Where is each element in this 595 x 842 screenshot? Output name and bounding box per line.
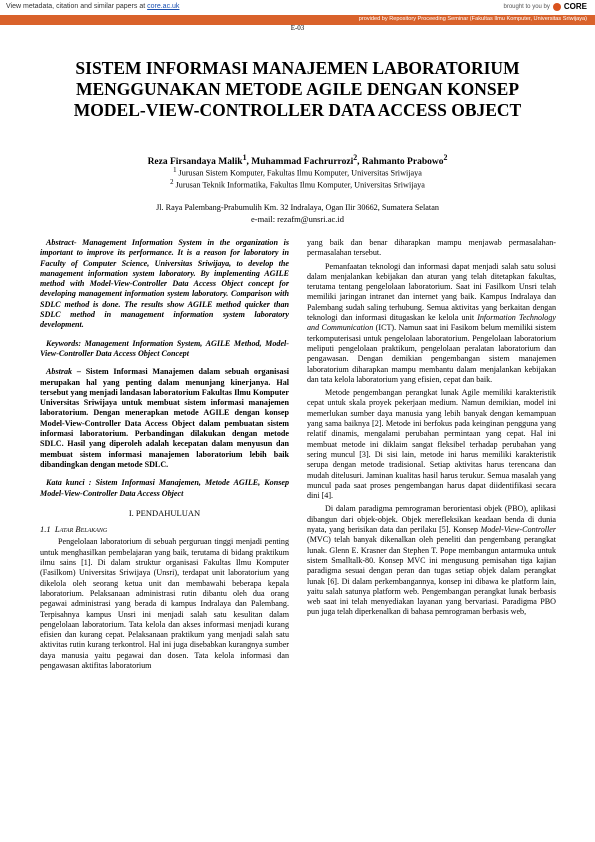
author-2: Muhammad Fachrurrozi [251, 157, 354, 168]
affiliation-1-text: Jurusan Sistem Komputer, Fakultas Ilmu Komputer, Universitas Sriwijaya [178, 168, 422, 178]
subsection-title: Latar Belakang [54, 524, 108, 535]
core-brand-name: CORE [563, 2, 587, 11]
title-line-1: SISTEM INFORMASI MANAJEMEN LABORATORIUM [75, 58, 520, 78]
right-paragraph-1-italic: Information Technology and Communication [307, 313, 556, 333]
author-2-sup: 2 [353, 153, 358, 162]
abstract-en: Abstract- Management Information System in the organization is important to improve its performance. It is a reason for laboratory in Faculty of Computer Science, Universitas Sriwijaya, to develop the management information system laboratory. By implementing AGILE method with Model-View-Controller Data Access Object concept for developing management information system laboratory. Comparison with SDLC method is done. The results show AGILE method quicker than SDLC method in management information system laboratory development. [40, 238, 289, 330]
abstrak-text: – Sistem Informasi Manajemen dalam sebuah organisasi merupakan hal yang penting dalam menunjang kinerjanya. Hal tersebut yang menjadi landasan laboratorium Fakultas Ilmu Komputer Universitas Sriwijaya untuk membuat sistem informasi manajemen laboratorium. Dengan menerapkan metode AGILE dengan konsep Model-View-Controller Data Access Object dalam pembuatan sistem informasi laboratorium. Perbandingan dilakukan dengan metode SDLC. Hasil yang diperoleh adalah kecepatan dalam menyusun dan membuat sistem informasi manajemen laboratorium lebih baik dibandingkan dengan metode SDLC. [40, 367, 289, 469]
core-metadata-text [6, 3, 179, 10]
title-line-2: MENGGUNAKAN METODE AGILE DENGAN KONSEP [75, 79, 520, 99]
address: Jl. Raya Palembang-Prabumulih Km. 32 Indralaya, Ogan Ilir 30662, Sumatera Selatan [156, 203, 439, 212]
page-number: E-03 [290, 24, 305, 32]
left-paragraph-1: Pengelolaan laboratorium di sebuah perguruan tinggi menjadi penting untuk menghasilkan pembelajaran yang baik, terutama di bidang praktikum ilmu sains [1]. Di dalam struktur organisasi Fakultas Ilmu Komputer (Fasilkom) Universitas Sriwijaya (Unsri), terdapat unit laboratorium yang dikelola oleh seorang ketua unit dan membawahi beberapa kepala laboratorium. Pelaksanaan administrasi rutin dibantu oleh dua orang pegawai administrasi yang berada di kampus Indralaya dan Palembang. Terpisahnya kampus Unsri ini menjadi salah satu kesulitan dalam pengelolaan laboratorium. Tata kelola dan akses informasi menjadi kurang efisien dan kurang cepat. Pelaksanaan praktikum yang menjadi salah satu aktivitas rutin kurang terkontrol. Hal ini juga disebabkan kurangnya sumber daya manusia yaitu pegawai dan dosen. Tata kelola informasi dan pengawasan aktifitas laboratorium [40, 537, 289, 670]
keywords-en: Keywords: Management Information System, AGILE Method, Model-View-Controller Data Access Object Concept [40, 338, 289, 358]
author-3-sup: 2 [443, 153, 448, 162]
author-list: Reza Firsandaya Malik$^1$, Muhammad Fachrurrozi$^2$, Rahmanto Prabowo$^2$ [147, 153, 448, 168]
right-paragraph-1-b: (ICT). Namun saat ini Fasikom belum memiliki sistem terkomputerisasi untuk pengelolaan laboratorium. Pengelolaan laboratorium meliputi pengelolaan praktikum, pengelolaan peralatan laboratorium dan pengawasan. Dengan demikian pengembangan sistem manajemen laboratorium diharapkan mampu membantu dalam menjalankan kebijakan dan tata kelola laboratorium yang efisien, cepat dan baik. [307, 323, 556, 384]
right-paragraph-3-italic: Model-View-Controller [480, 525, 556, 535]
left-column [40, 238, 289, 671]
right-column [307, 238, 556, 618]
core-link[interactable]: core.ac.uk [147, 3, 180, 10]
right-paragraph-2: Metode pengembangan perangkat lunak Agile memiliki karakteristik cepat untuk skala proyek pekerjaan medium. Namun demikian, model ini memerlukan sumber daya manusia yang lebih banyak dengan kemampuan yang sama baiknya [2]. Metode ini berfokus pada keinginan pengguna yang relatif dinamis, mengalami perubahan permintaan yang cepat. Hal ini membuat metode ini diklaim sangat fleksibel terhadap perubahan yang sering muncul [3]. Di sisi lain, metode ini harus memiliki karakteristik serupa dengan metode tradisional. Setiap aktivitas harus terencana dan mudah ditelusuri. Jaminan kualitas hasil harus terukur. Semua masalah yang muncul pada saat proses pengembangan harus dapat diidentifikasi secara dini [4]. [307, 388, 556, 501]
core-brought-text: brought to you by [503, 3, 550, 10]
section-heading-1: I. PENDAHULUAN [128, 507, 201, 518]
affiliation-2-sup: 2 [170, 179, 174, 186]
affiliation-1-sup: 1 [173, 167, 177, 174]
abstrak-label: Abstrak [46, 367, 73, 377]
right-paragraph-1 [307, 262, 556, 386]
right-paragraph-3 [307, 504, 556, 617]
affiliation-1 [40, 167, 555, 178]
core-header [0, 0, 595, 13]
right-paragraph-3-a: Di dalam paradigma pemrograman berorientasi objek (PBO), aplikasi dibangun dari objek-objek. Objek merefleksikan keadaan benda di dunia nyata, yang berisikan data dan perilaku [5]. Konsep [307, 504, 556, 535]
title-line-3: MODEL-VIEW-CONTROLLER DATA ACCESS OBJECT [73, 100, 522, 120]
email: e-mail: rezafm@unsri.ac.id [250, 214, 345, 224]
paper-title [40, 58, 555, 121]
author-1: Reza Firsandaya Malik [147, 157, 243, 168]
author-1-sup: 1 [242, 153, 247, 162]
right-paragraph-0: yang baik dan benar diharapkan mampu menjawab permasalahan-permasalahan tersebut. [307, 238, 556, 258]
right-paragraph-3-b: (MVC) telah banyak dikenalkan oleh peneliti dan pengembang perangkat lunak. Glenn E. Krasner dan Stephen T. Pope membangun antarmuka untuk sistem Smalltalk-80. Konsep MVC ini mengusung pemisahan tiga kajian paradigma sesuai dengan peran dan tugas setiap objek dalam perangkat lunak [6]. Di dalam perkembangannya, konsep ini dibawa ke platform lain, yaitu salah satunya platform web. Pengembangan perangkat lunak berbasis web saat ini telah menyediakan layanan yang bervariasi. Paradigma PBO pun juga telah diperkenalkan di bahasa pemrograman berbasis web, [307, 535, 556, 617]
core-left-text: View metadata, citation and similar papers at [6, 3, 148, 10]
abstrak-id [40, 367, 289, 470]
subsection-number: 1.1 [40, 524, 51, 535]
core-provider-text[interactable]: provided by Repository Proceeding Seminar (Fakultas Ilmu Komputer, Universitas Sriwijaya) [358, 16, 587, 22]
affiliation-2-text: Jurusan Teknik Informatika, Fakultas Ilmu Komputer, Universitas Sriwijaya [175, 180, 425, 190]
core-brand[interactable] [504, 2, 588, 11]
affiliation-2 [40, 179, 555, 190]
subsection-heading [40, 524, 289, 534]
core-logo-icon [553, 3, 561, 11]
right-paragraph-1-a: Pemanfaatan teknologi dan informasi dapat menjadi salah satu solusi dalam menjalankan kebijakan dan aturan yang telah ditetapkan fakultas, terutama tentang pengelolaan laboratorium. Saat ini Fasilkom Unsri telah memiliki jaringan intranet dan internet yang baik. Kampus Indralaya dan Palembang sudah saling terhubung. Semua aktivitas yang berkaitan dengan teknologi dan informasi ditugaskan ke kelola unit [307, 261, 556, 323]
author-3: Rahmanto Prabowo [361, 157, 444, 168]
kata-kunci: Kata kunci : Sistem Informasi Manajemen, Metode AGILE, Konsep Model-View-Controller Data Access Object [40, 478, 289, 498]
